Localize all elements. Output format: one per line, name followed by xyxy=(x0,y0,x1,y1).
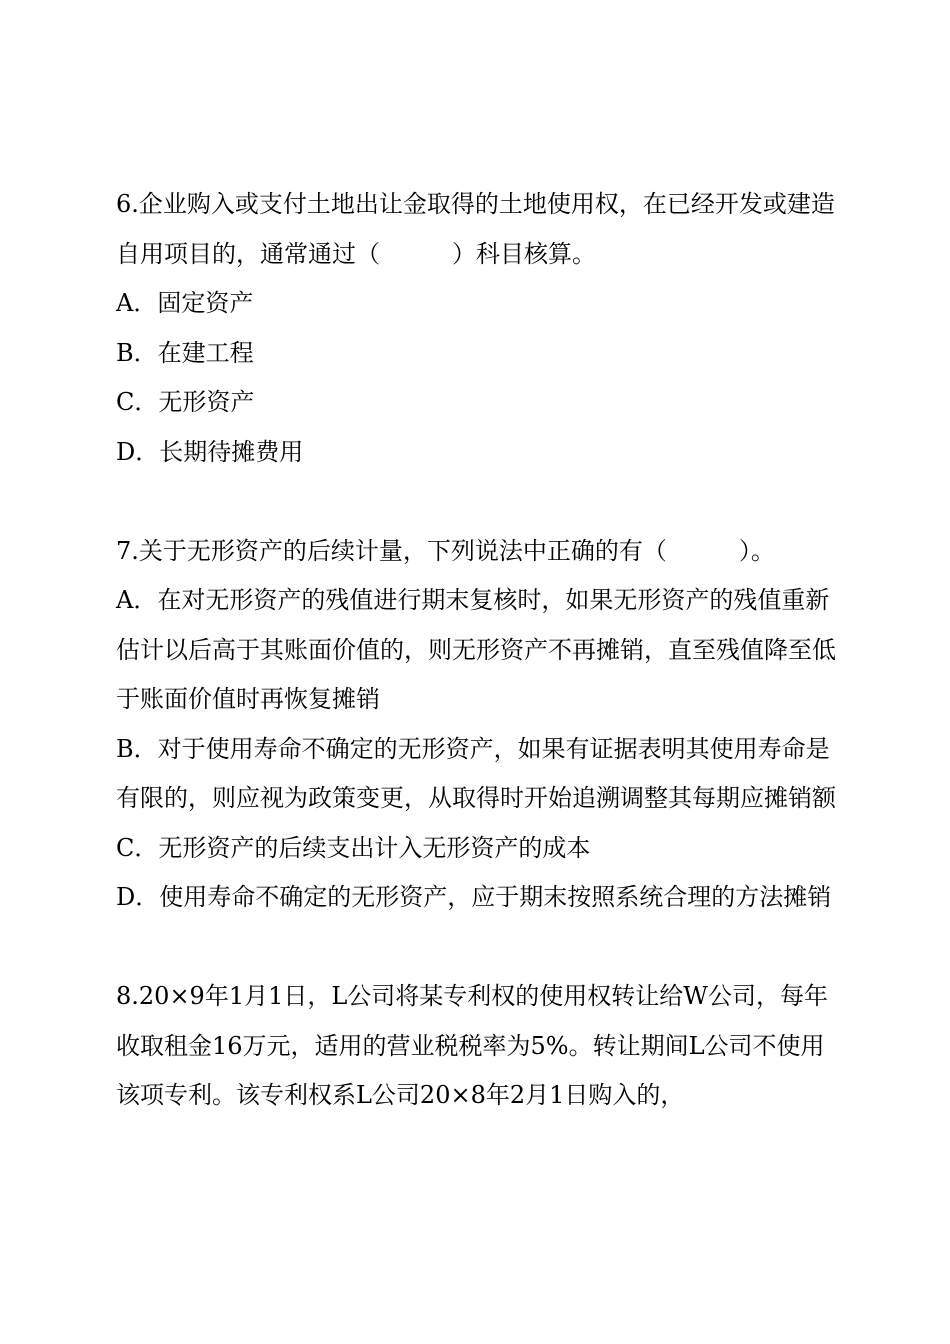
question-7 xyxy=(116,527,836,923)
question-stem: 6.企业购入或支付土地出让金取得的土地使用权，在已经开发或建造自用项目的，通常通过（ ）科目核算。 xyxy=(116,190,835,268)
option-a: A．固定资产 xyxy=(116,289,254,317)
option-d: D．长期待摊费用 xyxy=(116,437,304,466)
option-a: A．在对无形资产的残值进行期末复核时，如果无形资产的残值重新估计以后高于其账面价值的，则无形资产不再摊销，直至残值降至低于账面价值时再恢复摊销 xyxy=(116,586,836,713)
question-stem: 7.关于无形资产的后续计量，下列说法中正确的有（ ）。 xyxy=(116,536,775,565)
question-stem: 8.20×9年1月1日，L公司将某专利权的使用权转让给W公司，每年收取租金16万元，适用的营业税税率为5%。转让期间L公司不使用该项专利。该专利权系L公司20×8年2月1日购入的， xyxy=(116,982,828,1109)
document-content xyxy=(116,180,836,1121)
option-c: C．无形资产的后续支出计入无形资产的成本 xyxy=(116,833,591,862)
option-c: C．无形资产 xyxy=(116,388,255,416)
question-6 xyxy=(116,180,836,477)
option-b: B．对于使用寿命不确定的无形资产，如果有证据表明其使用寿命是有限的，则应视为政策变更，从取得时开始追溯调整其每期应摊销额 xyxy=(116,734,836,812)
option-b: B．在建工程 xyxy=(116,338,254,367)
option-d: D．使用寿命不确定的无形资产，应于期末按照系统合理的方法摊销 xyxy=(116,883,832,911)
question-8 xyxy=(116,972,836,1121)
